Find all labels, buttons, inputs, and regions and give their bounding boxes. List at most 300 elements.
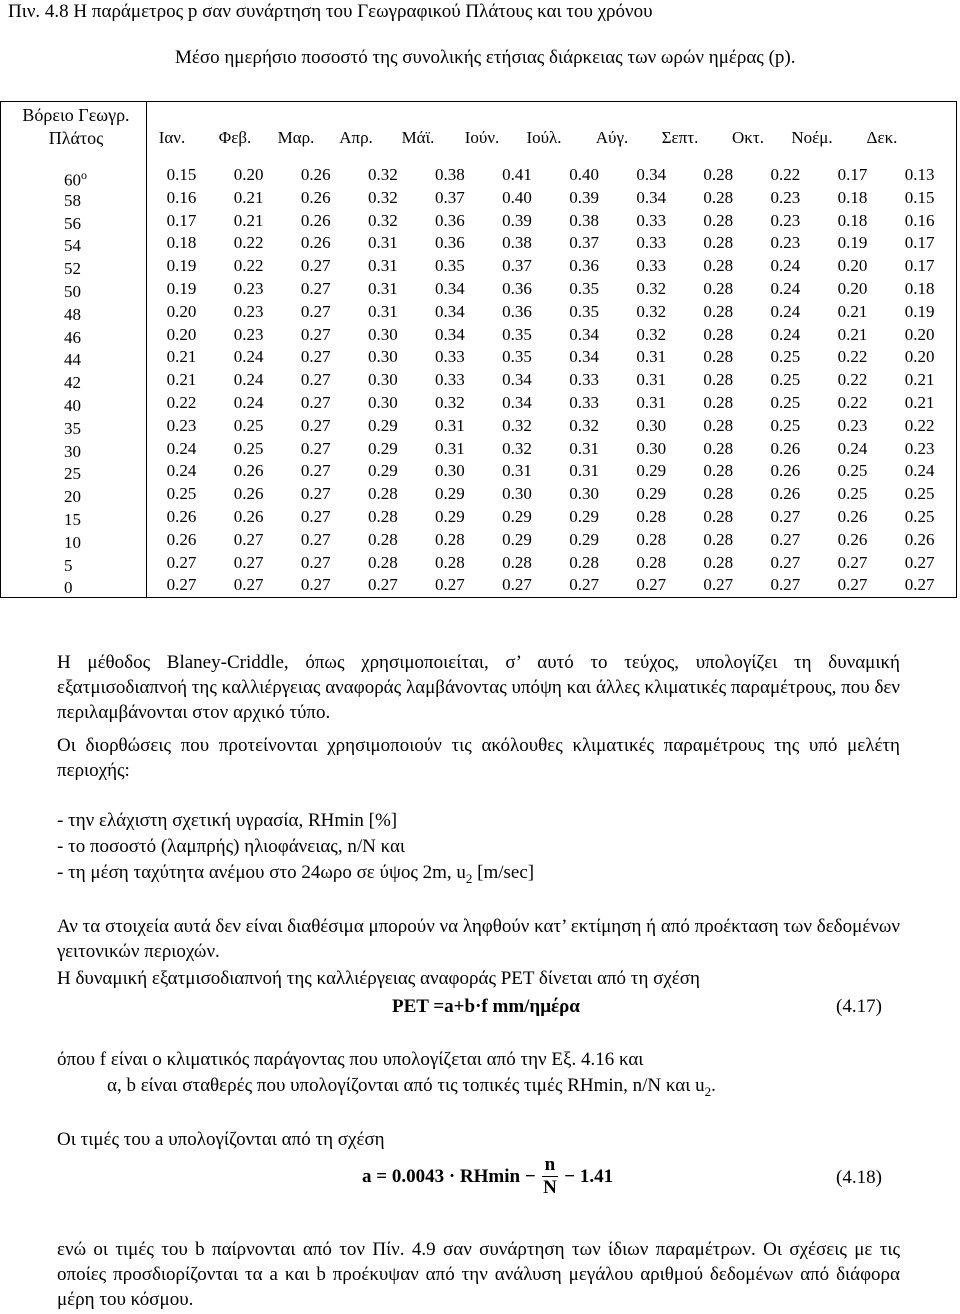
table-cell: 0.27 [367,575,398,595]
table-cell: 0.25 [904,484,935,504]
table-cell: 0.15 [166,165,197,184]
table-cell: 0.31 [569,438,599,458]
table-cell: 0.32 [367,187,398,207]
table-cell: 0.24 [233,347,264,367]
table-cell: 0.28 [569,552,599,572]
paragraph-constants-end: . [711,1075,716,1096]
table-cell: 0.30 [569,484,599,504]
table-cell: 0.20 [837,256,868,276]
table-cell: 0.22 [904,415,935,435]
table-cell: 0.32 [367,165,398,184]
table-cell: 0.27 [300,506,331,526]
table-cell: 0.28 [703,529,734,549]
month-header: Οκτ. [732,128,764,147]
month-header: Σεπτ. [661,128,699,147]
table-cell: 0.27 [770,575,801,595]
latitude-value [0,509,146,532]
table-cell: 0.39 [502,210,532,230]
table-cell: 0.28 [703,415,734,435]
table-cell: 0.21 [233,187,264,207]
table-cell: 0.31 [367,256,398,276]
table-cell: 0.24 [233,392,264,412]
table-cell: 0.16 [904,210,935,230]
table-cell: 0.28 [435,552,465,572]
latitude-value [0,190,146,213]
table-cell: 0.27 [300,552,331,572]
table-cell: 0.25 [770,415,801,435]
table-cell: 0.17 [904,256,935,276]
table-cell: 0.26 [233,484,264,504]
table-cell: 0.27 [233,552,264,572]
table-row [148,255,954,278]
latitude-value [0,463,146,486]
table-cell: 0.29 [636,484,667,504]
table-cell: 0.31 [636,392,667,412]
table-cell: 0.17 [837,165,868,184]
table-cell: 0.28 [703,438,734,458]
latitude-value [0,164,146,190]
table-cell: 0.36 [502,301,532,321]
bullet-sunshine: - το ποσοστό (λαμπρής) ηλιοφάνειας, n/N και [57,836,406,857]
table-cell: 0.30 [367,392,398,412]
table-cell: 0.27 [300,278,331,298]
table-cell: 0.27 [904,575,935,595]
latitude-value [0,304,146,327]
table-cell: 0.27 [300,484,331,504]
equation-a [362,1154,613,1199]
month-header: Ιούν. [464,128,500,147]
table-cell: 0.34 [435,324,465,344]
table-row [148,415,954,438]
table-cell: 0.37 [435,187,465,207]
table-cell: 0.32 [636,301,667,321]
table-cell: 0.29 [367,461,398,481]
table-caption: Πιν. 4.8 Η παράμετρος p σαν συνάρτηση του Γεωγραφικού Πλάτους και του χρόνου [8,1,653,22]
table-cell: 0.31 [367,301,398,321]
table-cell: 0.33 [636,256,667,276]
equation-a-right: − 1.41 [564,1166,614,1187]
table-cell: 0.19 [837,233,868,253]
equation-pet-number: (4.17) [836,996,882,1017]
table-cell: 0.27 [300,415,331,435]
table-cell: 0.33 [435,370,465,390]
data-grid [148,164,954,597]
table-cell: 0.27 [233,575,264,595]
table-cell: 0.18 [837,210,868,230]
table-cell: 0.36 [569,256,599,276]
table-cell: 0.25 [770,370,801,390]
table-cell: 0.26 [166,529,197,549]
table-cell: 0.30 [636,415,667,435]
table-cell: 0.29 [435,506,465,526]
table-cell: 0.23 [770,233,801,253]
table-row [148,210,954,233]
table-cell: 0.23 [770,210,801,230]
table-cell: 0.23 [166,415,197,435]
table-cell: 0.26 [770,484,801,504]
month-header: Δεκ. [866,128,898,147]
table-cell: 0.22 [837,370,868,390]
table-cell: 0.37 [502,256,532,276]
latitude-number: 40 [64,395,81,415]
table-cell: 0.21 [837,301,868,321]
table-cell: 0.18 [166,233,197,253]
table-cell: 0.23 [233,324,264,344]
table-cell: 0.36 [502,278,532,298]
table-cell: 0.32 [435,392,465,412]
table-cell: 0.21 [904,370,935,390]
table-cell: 0.40 [502,187,532,207]
table-cell: 0.24 [837,438,868,458]
table-cell: 0.37 [569,233,599,253]
table-cell: 0.26 [300,165,331,184]
latitude-value [0,486,146,509]
paragraph-method: Η μέθοδος Blaney-Criddle, όπως χρησιμοποιείται, σ’ αυτό το τεύχος, υπολογίζει τη δυναμική εξατμισοδιαπνοή της καλλιέργειας αναφοράς λαμβάνοντας υπόψη και άλλες κλιματικές παραμέτρους, που δεν περιλαμβάνονται στον αρχικό τύπο. [57,652,900,723]
table-cell: 0.32 [367,210,398,230]
table-cell: 0.30 [502,484,532,504]
latitude-header-line1: Βόρειο Γεωγρ. [22,105,130,125]
table-cell: 0.31 [636,347,667,367]
table-cell: 0.24 [233,370,264,390]
table-cell: 0.21 [904,392,935,412]
table-cell: 0.34 [435,301,465,321]
table-row [148,324,954,347]
latitude-number: 15 [64,509,81,529]
table-cell: 0.30 [367,324,398,344]
table-subtitle: Μέσο ημερήσιο ποσοστό της συνολικής ετήσιας διάρκειας των ωρών ημέρας (p). [175,47,796,68]
table-cell: 0.33 [569,392,599,412]
table-cell: 0.21 [166,370,197,390]
paragraph-constants [107,1073,716,1104]
degree-symbol: o [81,168,87,182]
table-cell: 0.26 [770,461,801,481]
table-row [148,232,954,255]
table-cell: 0.35 [569,278,599,298]
table-cell: 0.32 [502,415,532,435]
latitude-number: 60 [64,170,81,190]
table-cell: 0.26 [837,529,868,549]
month-header: Μάϊ. [401,128,435,147]
table-cell: 0.33 [636,233,667,253]
table-cell: 0.22 [837,392,868,412]
table-cell: 0.25 [837,484,868,504]
table-cell: 0.24 [166,438,197,458]
table-cell: 0.26 [770,438,801,458]
latitude-number: 54 [64,236,81,256]
table-cell: 0.22 [837,347,868,367]
paragraph-corrections: Οι διορθώσεις που προτείνονται χρησιμοποιούν τις ακόλουθες κλιματικές παραμέτρους της υπό μελέτη περιοχής: [57,735,900,781]
table-cell: 0.28 [703,233,734,253]
table-cell: 0.30 [636,438,667,458]
table-cell: 0.13 [904,165,935,184]
table-cell: 0.25 [233,438,264,458]
table-cell: 0.38 [569,210,599,230]
table-cell: 0.34 [569,347,599,367]
table-cell: 0.27 [300,438,331,458]
table-cell: 0.23 [904,438,935,458]
table-cell: 0.31 [367,278,398,298]
table-row [148,346,954,369]
table-cell: 0.27 [300,392,331,412]
paragraph-b-values: ενώ οι τιμές του b παίρνονται από τον Πίν. 4.9 σαν συνάρτηση των ίδιων παραμέτρων. Οι σχέσεις με τις οποίες προσδιορίζονται τα a και b προέκυψαν από την ανάλυση μεγάλου αριθμού δεδομένων από διάφορα μέρη του κόσμου. [57,1239,900,1310]
table-cell: 0.28 [703,278,734,298]
table-cell: 0.34 [636,187,667,207]
table-cell: 0.26 [300,233,331,253]
latitude-value [0,327,146,350]
latitude-number: 25 [64,464,81,484]
table-cell: 0.35 [502,347,532,367]
paragraph-constants-subscript: 2 [704,1083,712,1099]
table-cell: 0.24 [904,461,935,481]
latitude-value [0,395,146,418]
latitude-number: 10 [64,532,81,552]
table-cell: 0.29 [502,529,532,549]
latitude-value [0,372,146,395]
table-cell: 0.26 [837,506,868,526]
table-cell: 0.30 [435,461,465,481]
month-header: Ιαν. [158,128,186,147]
table-cell: 0.28 [502,552,532,572]
table-cell: 0.20 [166,301,197,321]
paragraph-estimation: Αν τα στοιχεία αυτά δεν είναι διαθέσιμα μπορούν να ληφθούν κατ’ εκτίμηση ή από προέκταση των δεδομένων γειτονικών περιοχών. [57,916,900,962]
latitude-value [0,418,146,441]
table-cell: 0.29 [367,438,398,458]
table-cell: 0.41 [502,165,532,184]
table-cell: 0.28 [703,552,734,572]
table-cell: 0.27 [770,529,801,549]
latitude-number: 30 [64,441,81,461]
table-row [148,483,954,506]
latitude-value [0,281,146,304]
bullet-rhmin: - την ελάχιστη σχετική υγρασία, RHmin [%] [57,810,398,831]
month-header: Ιούλ. [526,128,562,147]
table-cell: 0.32 [569,415,599,435]
table-row [148,301,954,324]
table-cell: 0.27 [837,575,868,595]
table-row [148,187,954,210]
table-cell: 0.21 [837,324,868,344]
table-row [148,574,954,597]
table-cell: 0.29 [569,506,599,526]
equation-a-left: a = 0.0043 · RHmin − [362,1166,536,1187]
table-cell: 0.34 [636,165,667,184]
latitude-header-line2: Πλάτος [48,128,104,148]
table-cell: 0.36 [435,210,465,230]
table-cell: 0.28 [703,210,734,230]
table-cell: 0.16 [166,187,197,207]
table-cell: 0.27 [636,575,667,595]
table-cell: 0.18 [904,278,935,298]
table-cell: 0.27 [300,575,331,595]
table-cell: 0.27 [300,301,331,321]
table-cell: 0.28 [435,529,465,549]
latitude-value [0,213,146,236]
latitude-number: 58 [64,190,81,210]
table-cell: 0.28 [703,506,734,526]
table-cell: 0.17 [166,210,197,230]
table-cell: 0.24 [770,278,801,298]
table-cell: 0.27 [770,552,801,572]
table-cell: 0.25 [770,392,801,412]
latitude-value [0,258,146,281]
table-cell: 0.27 [166,552,197,572]
equation-pet: PET =a+b·f mm/ημέρα [392,996,580,1017]
paragraph-a-values: Οι τιμές του a υπολογίζονται από τη σχέση [57,1129,385,1150]
paragraph-pet: Η δυναμική εξατμισοδιαπνοή της καλλιέργειας αναφοράς PET δίνεται από τη σχέση [57,968,700,989]
table-cell: 0.29 [569,529,599,549]
table-cell: 0.20 [233,165,264,184]
table-row [148,506,954,529]
bullet-wind-subscript: 2 [465,870,473,886]
table-cell: 0.24 [770,324,801,344]
table-cell: 0.27 [233,529,264,549]
table-cell: 0.27 [300,461,331,481]
latitude-number: 56 [64,213,81,233]
table-cell: 0.27 [837,552,868,572]
table-cell: 0.27 [300,529,331,549]
table-cell: 0.20 [904,347,935,367]
equation-a-number: (4.18) [836,1167,882,1188]
latitude-number: 48 [64,304,81,324]
table-cell: 0.32 [636,324,667,344]
paragraph-factor-f: όπου f είναι ο κλιματικός παράγοντας που υπολογίζεται από την Εξ. 4.16 και [57,1049,644,1070]
fraction-n-over-N [542,1154,559,1199]
table-cell: 0.28 [703,484,734,504]
bullet-wind-text: - τη μέση ταχύτητα ανέμου στο 24ωρο σε ύψος 2m, u [57,862,466,883]
table-cell: 0.32 [502,438,532,458]
table-cell: 0.35 [435,256,465,276]
table-cell: 0.31 [636,370,667,390]
table-cell: 0.25 [233,415,264,435]
table-cell: 0.34 [502,370,532,390]
table-cell: 0.27 [300,324,331,344]
table-cell: 0.28 [703,461,734,481]
table-cell: 0.20 [166,324,197,344]
table-cell: 0.33 [435,347,465,367]
table-cell: 0.31 [367,233,398,253]
latitude-value [0,349,146,372]
table-cell: 0.21 [166,347,197,367]
bullet-wind [57,860,534,891]
latitude-number: 20 [64,487,81,507]
latitude-number: 0 [64,578,73,598]
latitude-number: 44 [64,350,81,370]
table-cell: 0.25 [904,506,935,526]
table-cell: 0.26 [233,506,264,526]
latitude-value [0,235,146,258]
table-cell: 0.27 [166,575,197,595]
table-cell: 0.20 [837,278,868,298]
table-row [148,369,954,392]
table-cell: 0.29 [502,506,532,526]
table-cell: 0.28 [636,529,667,549]
table-row [148,392,954,415]
table-cell: 0.24 [166,461,197,481]
table-cell: 0.31 [569,461,599,481]
table-row [148,460,954,483]
table-cell: 0.38 [502,233,532,253]
table-row [148,438,954,461]
table-cell: 0.28 [703,256,734,276]
table-cell: 0.40 [569,165,599,184]
table-cell: 0.26 [233,461,264,481]
latitude-number: 5 [64,555,73,575]
latitude-number: 35 [64,418,81,438]
bullet-wind-unit: [m/sec] [472,862,535,883]
table-cell: 0.22 [166,392,197,412]
table-cell: 0.38 [435,165,465,184]
table-cell: 0.28 [703,324,734,344]
latitude-value [0,532,146,555]
table-cell: 0.30 [367,347,398,367]
table-cell: 0.15 [904,187,935,207]
table-row [148,552,954,575]
table-cell: 0.23 [233,278,264,298]
table-cell: 0.27 [300,256,331,276]
table-cell: 0.21 [233,210,264,230]
table-cell: 0.31 [435,415,465,435]
table-cell: 0.19 [166,256,197,276]
table-cell: 0.34 [502,392,532,412]
table-cell: 0.27 [770,506,801,526]
table-cell: 0.35 [569,301,599,321]
table-cell: 0.29 [367,415,398,435]
table-cell: 0.17 [904,233,935,253]
table-cell: 0.28 [703,301,734,321]
latitude-column [0,167,146,600]
latitude-number: 52 [64,259,81,279]
table-cell: 0.25 [770,347,801,367]
table-cell: 0.27 [703,575,734,595]
table-cell: 0.19 [166,278,197,298]
table-cell: 0.26 [300,187,331,207]
table-cell: 0.35 [502,324,532,344]
fraction-denominator: N [543,1177,557,1198]
table-cell: 0.31 [502,461,532,481]
table-cell: 0.26 [300,210,331,230]
table-cell: 0.39 [569,187,599,207]
table-cell: 0.28 [703,165,734,184]
table-cell: 0.28 [367,529,398,549]
table-cell: 0.24 [770,256,801,276]
table-cell: 0.22 [770,165,801,184]
table-cell: 0.36 [435,233,465,253]
table-cell: 0.34 [569,324,599,344]
table-cell: 0.23 [837,415,868,435]
table-cell: 0.28 [703,392,734,412]
table-cell: 0.31 [435,438,465,458]
table-cell: 0.28 [367,506,398,526]
latitude-value [0,577,146,600]
table-row [148,529,954,552]
table-cell: 0.27 [300,347,331,367]
table-cell: 0.29 [636,461,667,481]
table-cell: 0.25 [166,484,197,504]
table-cell: 0.28 [703,347,734,367]
table-cell: 0.18 [837,187,868,207]
latitude-value [0,441,146,464]
latitude-number: 46 [64,327,81,347]
paragraph-constants-text: α, b είναι σταθερές που υπολογίζονται από τις τοπικές τιμές RHmin, n/N και u [107,1075,705,1096]
table-row [148,164,954,187]
table-cell: 0.26 [166,506,197,526]
table-cell: 0.27 [569,575,599,595]
table-cell: 0.23 [233,301,264,321]
table-cell: 0.30 [367,370,398,390]
month-header: Μαρ. [277,128,315,147]
table-cell: 0.20 [904,324,935,344]
latitude-number: 42 [64,373,81,393]
